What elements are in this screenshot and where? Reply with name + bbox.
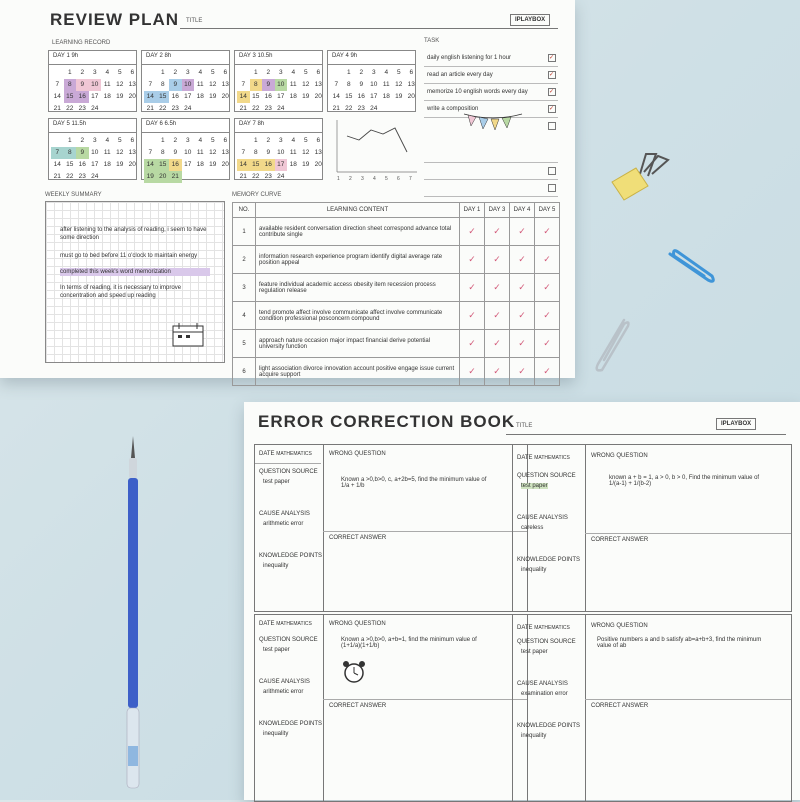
svg-text:6: 6 xyxy=(397,176,400,182)
task-item: read an article every day ✓ xyxy=(424,67,558,84)
check-mark-icon: ✓ xyxy=(535,330,560,358)
cause-analysis-value: arithmetic error xyxy=(263,521,304,527)
calendar-doodle-icon xyxy=(170,320,206,350)
check-mark-icon: ✓ xyxy=(460,274,485,302)
error-entry: DATE MATHEMATICS QUESTION SOURCE test paper CAUSE ANALYSIS careless KNOWLEDGE POINTS inequality WRONG QUESTION known a + b = 1, a > 0, b > 0, Find the minimum value of 1/(a-1) + 1/(b-2) CORRECT ANSWER xyxy=(512,444,792,612)
checkbox-icon[interactable]: ✓ xyxy=(549,72,555,78)
summary-item: completed this week's word memorization xyxy=(60,268,210,276)
cause-analysis-value: examination error xyxy=(521,691,568,697)
knowledge-points-value: inequality xyxy=(263,731,289,737)
table-row: 2 information research experience program identify digital average rate position appeal ✓ ✓ ✓ ✓ xyxy=(233,246,560,274)
cause-analysis-value: careless xyxy=(521,525,544,531)
day-hours: 6.5h xyxy=(164,121,177,127)
check-mark-icon: ✓ xyxy=(485,330,510,358)
day-label: DAY 2 xyxy=(146,53,163,59)
silver-paper-clip-icon xyxy=(590,316,634,376)
weekly-summary-label: WEEKLY SUMMARY xyxy=(45,192,102,198)
task-label: TASK xyxy=(424,38,440,44)
check-mark-icon: ✓ xyxy=(485,358,510,386)
column-header: DAY 4 xyxy=(510,203,535,218)
calendar-grid: 1 2 3 4 5 6 7 8 9 10 11 12 13 14 15 16 17 18 19 20 21 22 23 24 xyxy=(142,65,229,117)
error-brand-logo: IPLAYBOX xyxy=(716,418,756,430)
check-mark-icon: ✓ xyxy=(485,246,510,274)
day4-calendar xyxy=(327,50,416,112)
check-mark-icon: ✓ xyxy=(460,218,485,246)
review-plan-title: REVIEW PLAN xyxy=(50,10,180,29)
task-item xyxy=(424,163,558,180)
day-hours: 10.5h xyxy=(257,53,273,59)
day5-calendar xyxy=(48,118,137,180)
check-mark-icon: ✓ xyxy=(510,274,535,302)
review-brand-logo: IPLAYBOX xyxy=(510,14,550,26)
task-item: write a composition ✓ xyxy=(424,101,558,118)
summary-item: must go to bed before 11 o'clock to maintain energy xyxy=(60,253,198,259)
error-entry: DATE MATHEMATICS QUESTION SOURCE test paper CAUSE ANALYSIS arithmetic error KNOWLEDGE POINTS inequality WRONG QUESTION Known a >0,b>0, a+b=1, find the minimum value of (1+1/a)(1+1/b) CORRECT ANSWER xyxy=(254,614,528,802)
check-mark-icon: ✓ xyxy=(535,358,560,386)
check-mark-icon: ✓ xyxy=(535,218,560,246)
table-row: 4 tend promote affect involve communicate affect involve communicate condition professional posconcern compound ✓ ✓ ✓ ✓ xyxy=(233,302,560,330)
check-mark-icon: ✓ xyxy=(460,302,485,330)
day-label: DAY 4 xyxy=(332,53,349,59)
checkbox-icon[interactable]: ✓ xyxy=(549,106,555,112)
blue-pen-icon xyxy=(122,436,144,796)
weekly-summary-grid xyxy=(45,201,225,363)
memory-curve-table xyxy=(232,202,560,386)
check-mark-icon: ✓ xyxy=(535,246,560,274)
checkbox-icon[interactable]: ✓ xyxy=(549,89,555,95)
svg-text:5: 5 xyxy=(385,176,388,182)
day-label: DAY 6 xyxy=(146,121,163,127)
wrong-question-text: Known a >0,b>0, a+b=1, find the minimum value of (1+1/a)(1+1/b) xyxy=(341,637,477,649)
checkbox-icon[interactable] xyxy=(548,167,556,175)
table-row: 6 light association divorce innovation account positive engage issue current acquire support ✓ ✓ ✓ ✓ xyxy=(233,358,560,386)
day-hours: 9h xyxy=(71,53,79,59)
calendar-grid: 1 2 3 4 5 6 7 8 9 10 11 12 13 14 15 16 17 18 19 20 19 20 21 xyxy=(142,133,229,185)
check-mark-icon: ✓ xyxy=(460,358,485,386)
day1-calendar xyxy=(48,50,137,112)
review-title-field: TITLE xyxy=(186,18,203,24)
task-item xyxy=(424,180,558,197)
check-mark-icon: ✓ xyxy=(485,302,510,330)
day3-calendar xyxy=(234,50,323,112)
error-entry: DATE MATHEMATICS QUESTION SOURCE test paper CAUSE ANALYSIS examination error KNOWLEDGE POINTS inequality WRONG QUESTION Positive numbers a and b satisfy ab=a+b+3, find the minimum value of ab CORRECT ANSWER xyxy=(512,614,792,802)
svg-text:7: 7 xyxy=(409,176,412,182)
check-mark-icon: ✓ xyxy=(485,218,510,246)
question-source-value: test paper xyxy=(521,649,548,655)
check-mark-icon: ✓ xyxy=(510,246,535,274)
calendar-grid: 1 2 3 4 5 6 7 8 9 10 11 12 13 14 15 16 17 18 19 20 21 22 23 24 xyxy=(235,133,322,185)
task-item: daily english listening for 1 hour ✓ xyxy=(424,50,558,67)
column-header: DAY 3 xyxy=(485,203,510,218)
question-source-value: test paper xyxy=(521,483,548,489)
check-mark-icon: ✓ xyxy=(535,274,560,302)
table-row: 3 feature individual academic access obesity item recession process regulation release ✓ ✓ ✓ ✓ xyxy=(233,274,560,302)
day-hours: 8h xyxy=(164,53,172,59)
question-source-value: test paper xyxy=(263,479,290,485)
cause-analysis-value: arithmetic error xyxy=(263,689,304,695)
error-correction-pad xyxy=(244,402,800,800)
check-mark-icon: ✓ xyxy=(510,330,535,358)
check-mark-icon: ✓ xyxy=(485,274,510,302)
day-hours: 8h xyxy=(257,121,265,127)
summary-item: In terms of reading, it is necessary to improve concentration and speed up reading xyxy=(60,285,182,299)
day-label: DAY 3 xyxy=(239,53,256,59)
knowledge-points-value: inequality xyxy=(521,567,547,573)
check-mark-icon: ✓ xyxy=(510,218,535,246)
bunting-flags-icon xyxy=(462,110,524,136)
column-header: DAY 5 xyxy=(535,203,560,218)
question-source-value: test paper xyxy=(263,647,290,653)
wrong-question-text: known a + b = 1, a > 0, b > 0, Find the minimum value of 1/(a-1) + 1/(b-2) xyxy=(609,475,760,487)
error-title-field: TITLE xyxy=(516,423,533,429)
table-row: 5 approach nature occasion major impact financial derive potential university function ✓ ✓ ✓ ✓ xyxy=(233,330,560,358)
check-mark-icon: ✓ xyxy=(460,246,485,274)
checkbox-icon[interactable] xyxy=(548,184,556,192)
calendar-grid: 1 2 3 4 5 6 7 8 9 10 11 12 13 14 15 16 17 18 19 20 21 22 23 24 xyxy=(235,65,322,117)
wrong-question-text: Positive numbers a and b satisfy ab=a+b+3, find the minimum value of ab xyxy=(597,637,762,649)
calendar-grid: 1 2 3 4 5 6 7 8 9 10 11 12 13 14 15 16 17 18 19 20 21 22 23 24 xyxy=(53,69,136,112)
checkbox-icon[interactable] xyxy=(548,122,556,130)
check-mark-icon: ✓ xyxy=(510,358,535,386)
alarm-clock-icon xyxy=(341,659,367,685)
day-label: DAY 5 xyxy=(53,121,70,127)
day-hours: 11.5h xyxy=(71,121,87,127)
svg-text:3: 3 xyxy=(361,176,364,182)
svg-text:2: 2 xyxy=(349,176,352,182)
svg-text:4: 4 xyxy=(373,176,376,182)
task-item: memorize 10 english words every day ✓ xyxy=(424,84,558,101)
memory-curve-label: MEMORY CURVE xyxy=(232,192,282,198)
column-header: DAY 1 xyxy=(460,203,485,218)
knowledge-points-value: inequality xyxy=(521,733,547,739)
knowledge-points-value: inequality xyxy=(263,563,289,569)
check-mark-icon: ✓ xyxy=(510,302,535,330)
day2-calendar xyxy=(141,50,230,112)
table-row: 1 available resident conversation direction sheet correspond advance total contribute single ✓ ✓ ✓ ✓ xyxy=(233,218,560,246)
column-header: LEARNING CONTENT xyxy=(256,203,460,218)
error-book-title: ERROR CORRECTION BOOK xyxy=(258,412,516,431)
day-hours: 9h xyxy=(350,53,358,59)
summary-item: after listening to the analysis of reading, i seem to have some direction xyxy=(60,227,207,241)
day7-calendar xyxy=(234,118,323,180)
error-entry: DATE MATHEMATICS QUESTION SOURCE test paper CAUSE ANALYSIS arithmetic error KNOWLEDGE POINTS inequality WRONG QUESTION Known a >0,b>0, c, a+2b=5, find the minimum value of 1/a + 1/b CORRECT ANSWER xyxy=(254,444,528,612)
day6-calendar xyxy=(141,118,230,180)
check-mark-icon: ✓ xyxy=(535,302,560,330)
day-label: DAY 7 xyxy=(239,121,256,127)
calendar-grid: 1 2 3 4 5 6 7 8 9 10 11 12 13 14 15 16 17 18 19 20 21 22 23 24 xyxy=(332,69,415,112)
learning-record-label: LEARNING RECORD xyxy=(52,40,111,46)
svg-text:1: 1 xyxy=(337,176,340,182)
review-plan-pad xyxy=(0,0,575,378)
binder-clip-icon xyxy=(606,152,680,202)
day-label: DAY 1 xyxy=(53,53,70,59)
blue-paper-clip-icon xyxy=(664,244,720,288)
column-header: NO. xyxy=(233,203,256,218)
wrong-question-text: Known a >0,b>0, c, a+2b=5, find the minimum value of 1/a + 1/b xyxy=(341,477,487,489)
checkbox-icon[interactable]: ✓ xyxy=(549,55,555,61)
study-hours-line-plot xyxy=(327,116,419,182)
calendar-grid: 1 2 3 4 5 6 7 8 9 10 11 12 13 14 15 16 17 18 19 20 21 22 23 24 xyxy=(49,133,136,185)
check-mark-icon: ✓ xyxy=(460,330,485,358)
